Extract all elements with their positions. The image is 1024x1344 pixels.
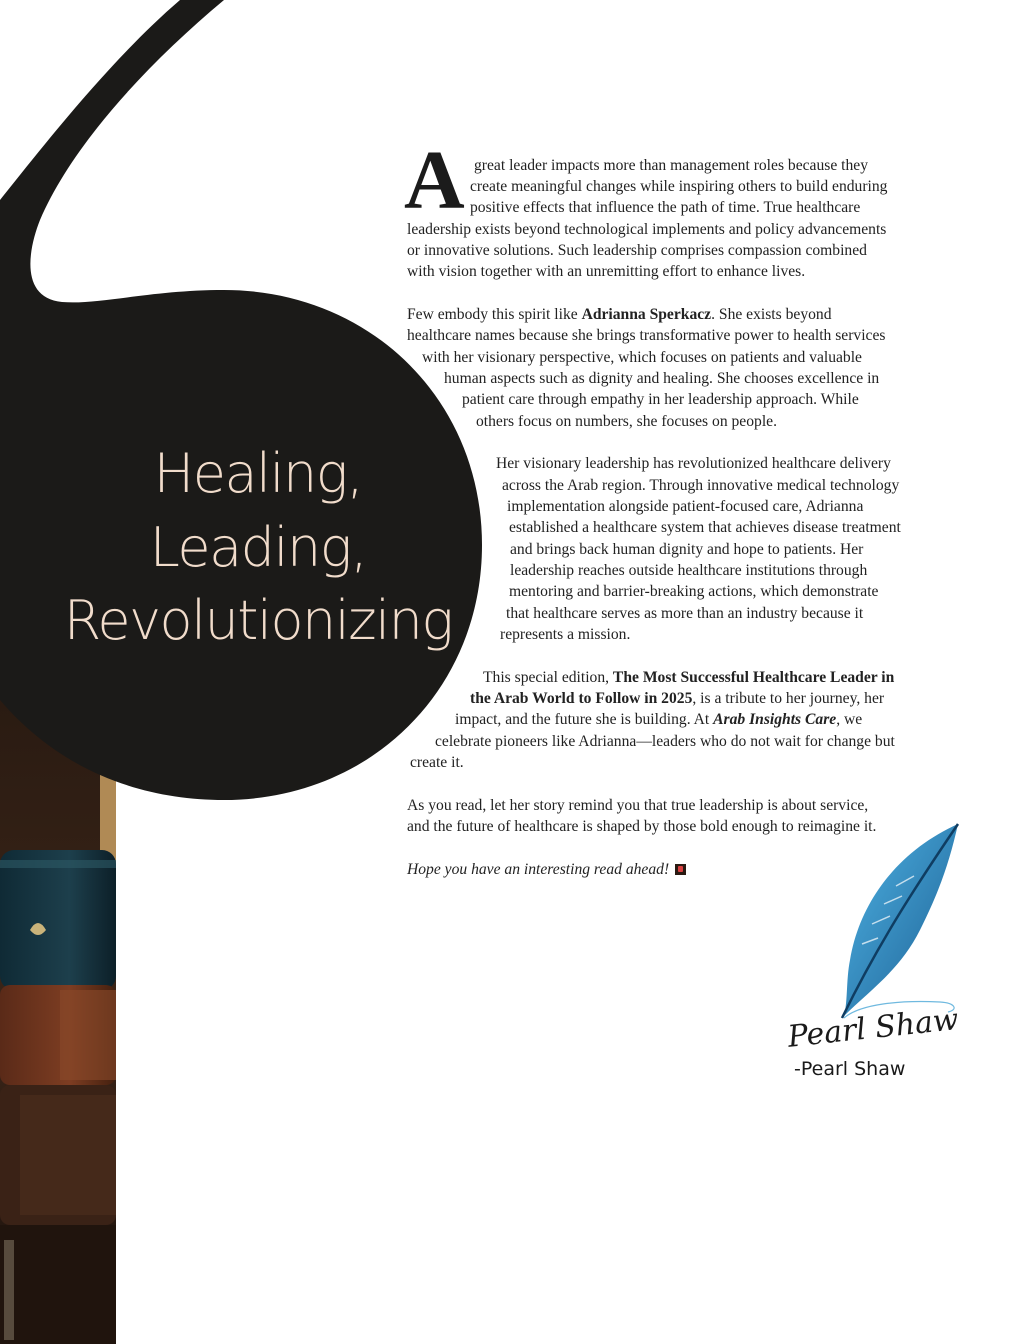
body-line: leadership exists beyond technological implements and policy advancements xyxy=(407,221,887,238)
body-line: celebrate pioneers like Adrianna—leaders who do not wait for change but xyxy=(435,733,895,750)
headline-line-3: Revolutionizing xyxy=(63,589,453,652)
headline-line-2: Leading, xyxy=(149,516,367,579)
edition-title-cont: the Arab World to Follow in 2025 xyxy=(470,690,693,707)
edition-title: The Most Successful Healthcare Leader in xyxy=(612,669,895,686)
signature-script: Pearl Shaw xyxy=(786,1002,961,1055)
body-line: impact, and the future she is building. At Arab Insights Care, we xyxy=(455,711,863,728)
person-name: Adrianna Sperkacz xyxy=(581,306,712,323)
body-line: Her visionary leadership has revolutionized healthcare delivery xyxy=(496,455,891,472)
body-line: create it. xyxy=(410,754,464,771)
body-line: great leader impacts more than management roles because they xyxy=(474,157,869,174)
body-line: This special edition, The Most Successful Healthcare Leader in xyxy=(483,669,895,686)
body-line: Few embody this spirit like Adrianna Sperkacz. She exists beyond xyxy=(407,306,832,323)
body-line: across the Arab region. Through innovative medical technology xyxy=(502,477,900,494)
headline-line-1: Healing, xyxy=(153,442,363,505)
body-line: healthcare names because she brings transformative power to health services xyxy=(407,327,886,344)
body-line: or innovative solutions. Such leadership comprises compassion combined xyxy=(407,242,867,259)
body-line: with her visionary perspective, which focuses on patients and valuable xyxy=(422,349,862,366)
body-line: create meaningful changes while inspiring others to build enduring xyxy=(470,178,888,195)
body-line: positive effects that influence the path of time. True healthcare xyxy=(470,199,861,216)
body-line: patient care through empathy in her leadership approach. While xyxy=(462,391,859,408)
body-line: mentoring and barrier-breaking actions, which demonstrate xyxy=(509,583,879,600)
closing-line: Hope you have an interesting read ahead! xyxy=(407,859,686,880)
body-line: the Arab World to Follow in 2025, is a tribute to her journey, her xyxy=(470,690,885,707)
body-line: and brings back human dignity and hope to patients. Her xyxy=(510,541,864,558)
signature-name: -Pearl Shaw xyxy=(794,1058,906,1080)
body-line: that healthcare serves as more than an industry because it xyxy=(506,605,864,622)
body-line: leadership reaches outside healthcare institutions through xyxy=(510,562,868,579)
body-line: implementation alongside patient-focused care, Adrianna xyxy=(507,498,864,515)
body-line: human aspects such as dignity and healing. She chooses excellence in xyxy=(444,370,880,387)
body-line: others focus on numbers, she focuses on people. xyxy=(476,413,777,430)
body-line: represents a mission. xyxy=(500,626,631,643)
body-line: with vision together with an unremitting effort to enhance lives. xyxy=(407,263,806,280)
publication-name: Arab Insights Care xyxy=(713,711,837,728)
body-line: and the future of healthcare is shaped by those bold enough to reimagine it. xyxy=(407,818,877,835)
body-line: As you read, let her story remind you that true leadership is about service, xyxy=(407,797,869,814)
drop-cap: A xyxy=(404,134,465,227)
body-line: established a healthcare system that achieves disease treatment xyxy=(509,519,901,536)
ornament-icon xyxy=(675,864,686,875)
